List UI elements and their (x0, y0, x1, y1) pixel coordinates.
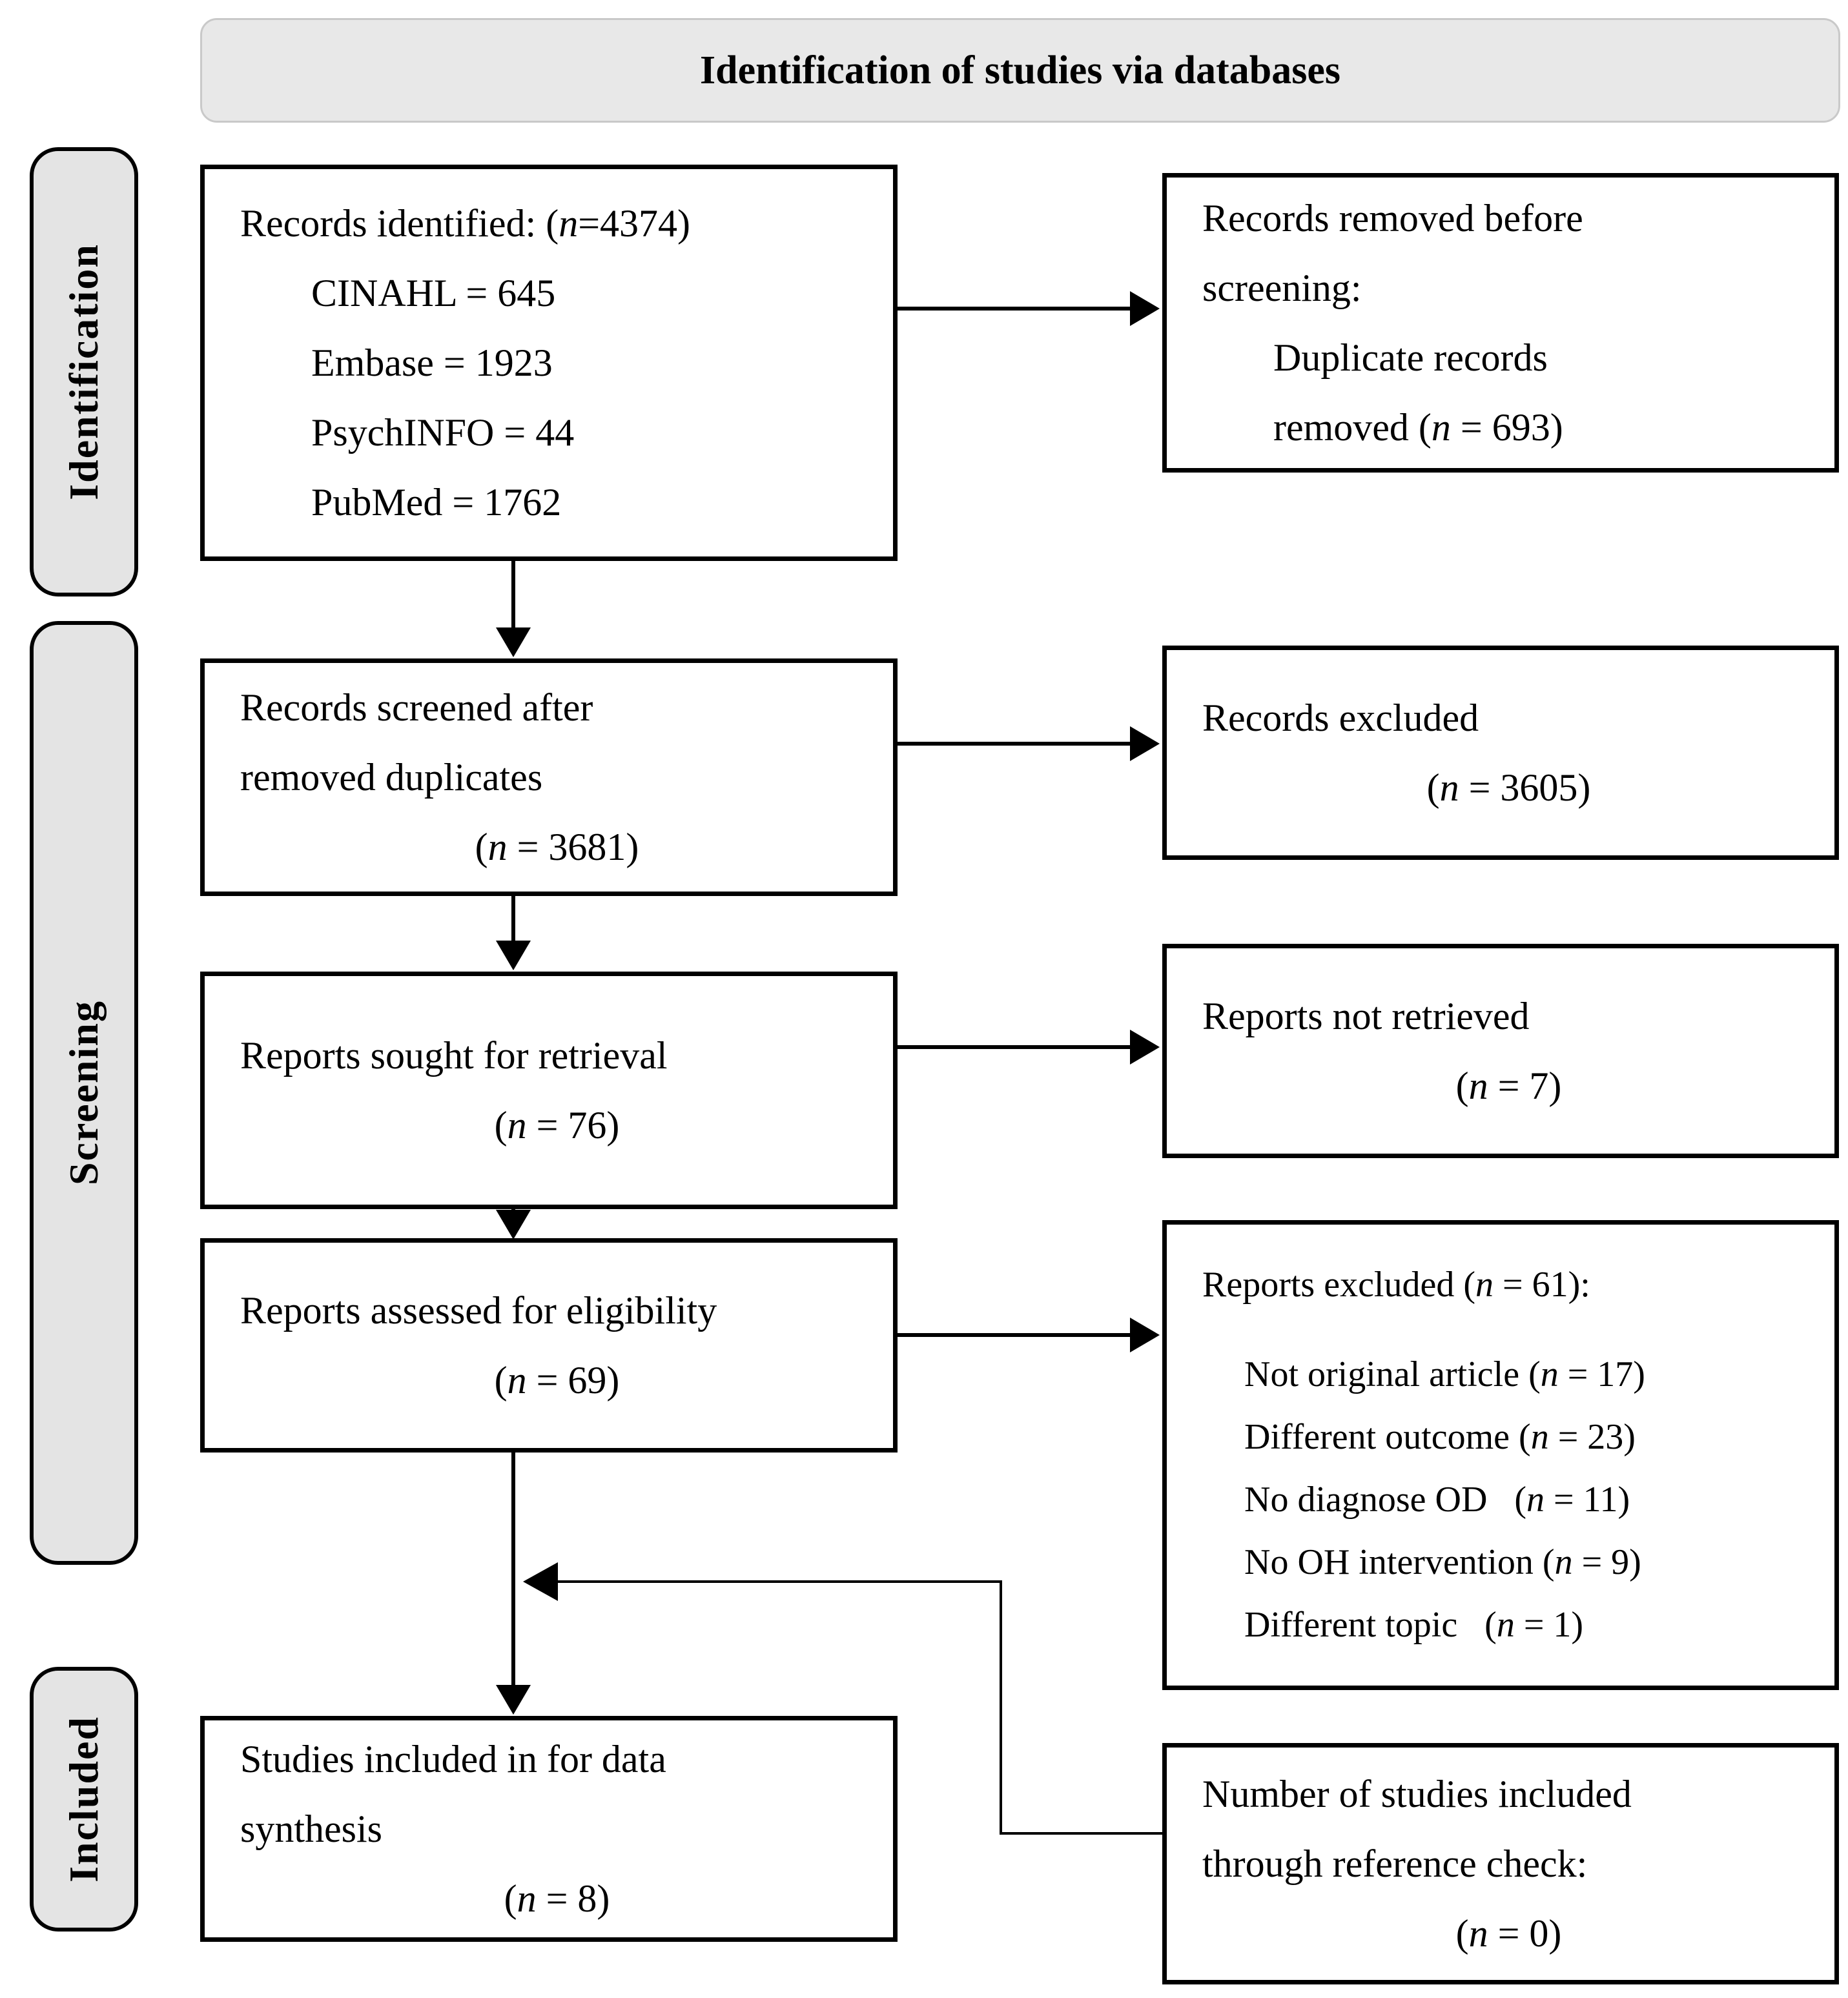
stage-rail-screening (30, 621, 138, 1565)
box-line: (n = 76) (494, 1104, 620, 1147)
box-records-removed (1162, 173, 1839, 473)
box-line: Reports assessed for eligibility (240, 1289, 717, 1332)
box-reports-excluded (1162, 1220, 1839, 1690)
box-line: screening: (1202, 267, 1362, 309)
arrow-screened-to-excluded-head (1130, 726, 1160, 761)
box-line: synthesis (240, 1808, 383, 1850)
box-line: (n = 3605) (1426, 766, 1591, 809)
arrow-sought-to-not-retrieved-head (1130, 1030, 1160, 1065)
diagram-title: Identification of studies via databases (699, 48, 1341, 92)
arrow-assessed-to-included-head (496, 1685, 531, 1715)
box-line: removed (n = 693) (1273, 406, 1563, 449)
box-line: Different topic (n = 1) (1244, 1605, 1584, 1645)
arrow-assessed-to-excluded-line (898, 1333, 1133, 1337)
reference-connector-vertical-line (1000, 1580, 1002, 1835)
box-line: (n = 8) (504, 1877, 610, 1920)
arrow-identified-to-screened-head (496, 627, 531, 657)
box-line: Records removed before (1202, 197, 1583, 240)
box-line: Embase = 1923 (311, 341, 553, 384)
box-line: (n = 7) (1455, 1065, 1562, 1107)
stage-rail-identification (30, 147, 138, 596)
box-line: Reports excluded (n = 61): (1202, 1265, 1590, 1305)
box-line: Number of studies included (1202, 1773, 1632, 1815)
box-line: removed duplicates (240, 756, 543, 799)
box-reports-not-retrieved (1162, 944, 1839, 1158)
box-line: Records screened after (240, 686, 593, 729)
arrow-identified-to-removed-head (1130, 291, 1160, 326)
box-line: PsychINFO = 44 (311, 411, 575, 454)
stage-label-screening: Screening (61, 1000, 107, 1186)
stage-rail-included (30, 1667, 138, 1932)
box-line: PubMed = 1762 (311, 481, 562, 524)
arrow-screened-to-excluded-line (898, 742, 1133, 746)
box-records-identified (200, 165, 898, 561)
box-line: (n = 69) (494, 1359, 620, 1402)
arrow-sought-to-not-retrieved-line (898, 1045, 1133, 1049)
arrow-identified-to-removed-line (898, 307, 1133, 311)
box-reports-assessed (200, 1238, 898, 1453)
box-line: Reports sought for retrieval (240, 1034, 668, 1077)
box-line: Different outcome (n = 23) (1244, 1417, 1636, 1457)
reference-connector-top-line (558, 1580, 1002, 1583)
box-line: Reports not retrieved (1202, 995, 1530, 1037)
box-records-excluded (1162, 646, 1839, 860)
box-line: Studies included in for data (240, 1738, 666, 1780)
arrow-identified-to-screened-line (511, 560, 515, 629)
box-line: (n = 3681) (475, 826, 639, 868)
arrow-assessed-to-excluded-head (1130, 1318, 1160, 1352)
box-line: No diagnose OD (n = 11) (1244, 1480, 1630, 1520)
box-records-screened (200, 658, 898, 896)
box-line: Duplicate records (1273, 336, 1548, 379)
arrow-screened-to-sought-line (511, 896, 515, 943)
arrow-assessed-to-included-line (511, 1453, 515, 1687)
box-line: CINAHL = 645 (311, 272, 556, 314)
box-reports-sought (200, 972, 898, 1209)
box-line: Not original article (n = 17) (1244, 1354, 1645, 1394)
box-studies-included (200, 1716, 898, 1942)
box-line: Records identified: (n=4374) (240, 202, 691, 245)
reference-connector-bottom-line (1000, 1832, 1162, 1835)
box-line: Records excluded (1202, 697, 1479, 739)
arrow-reference-merge-head (523, 1562, 558, 1601)
box-line: through reference check: (1202, 1842, 1588, 1885)
box-line: (n = 0) (1455, 1912, 1562, 1955)
box-reference-check (1162, 1743, 1839, 1984)
arrow-screened-to-sought-head (496, 941, 531, 970)
diagram-title-banner (200, 18, 1840, 123)
stage-label-identification: Identification (61, 243, 107, 500)
box-line: No OH intervention (n = 9) (1244, 1542, 1641, 1582)
stage-label-included: Included (61, 1716, 107, 1882)
arrow-sought-to-assessed-head (496, 1210, 531, 1239)
